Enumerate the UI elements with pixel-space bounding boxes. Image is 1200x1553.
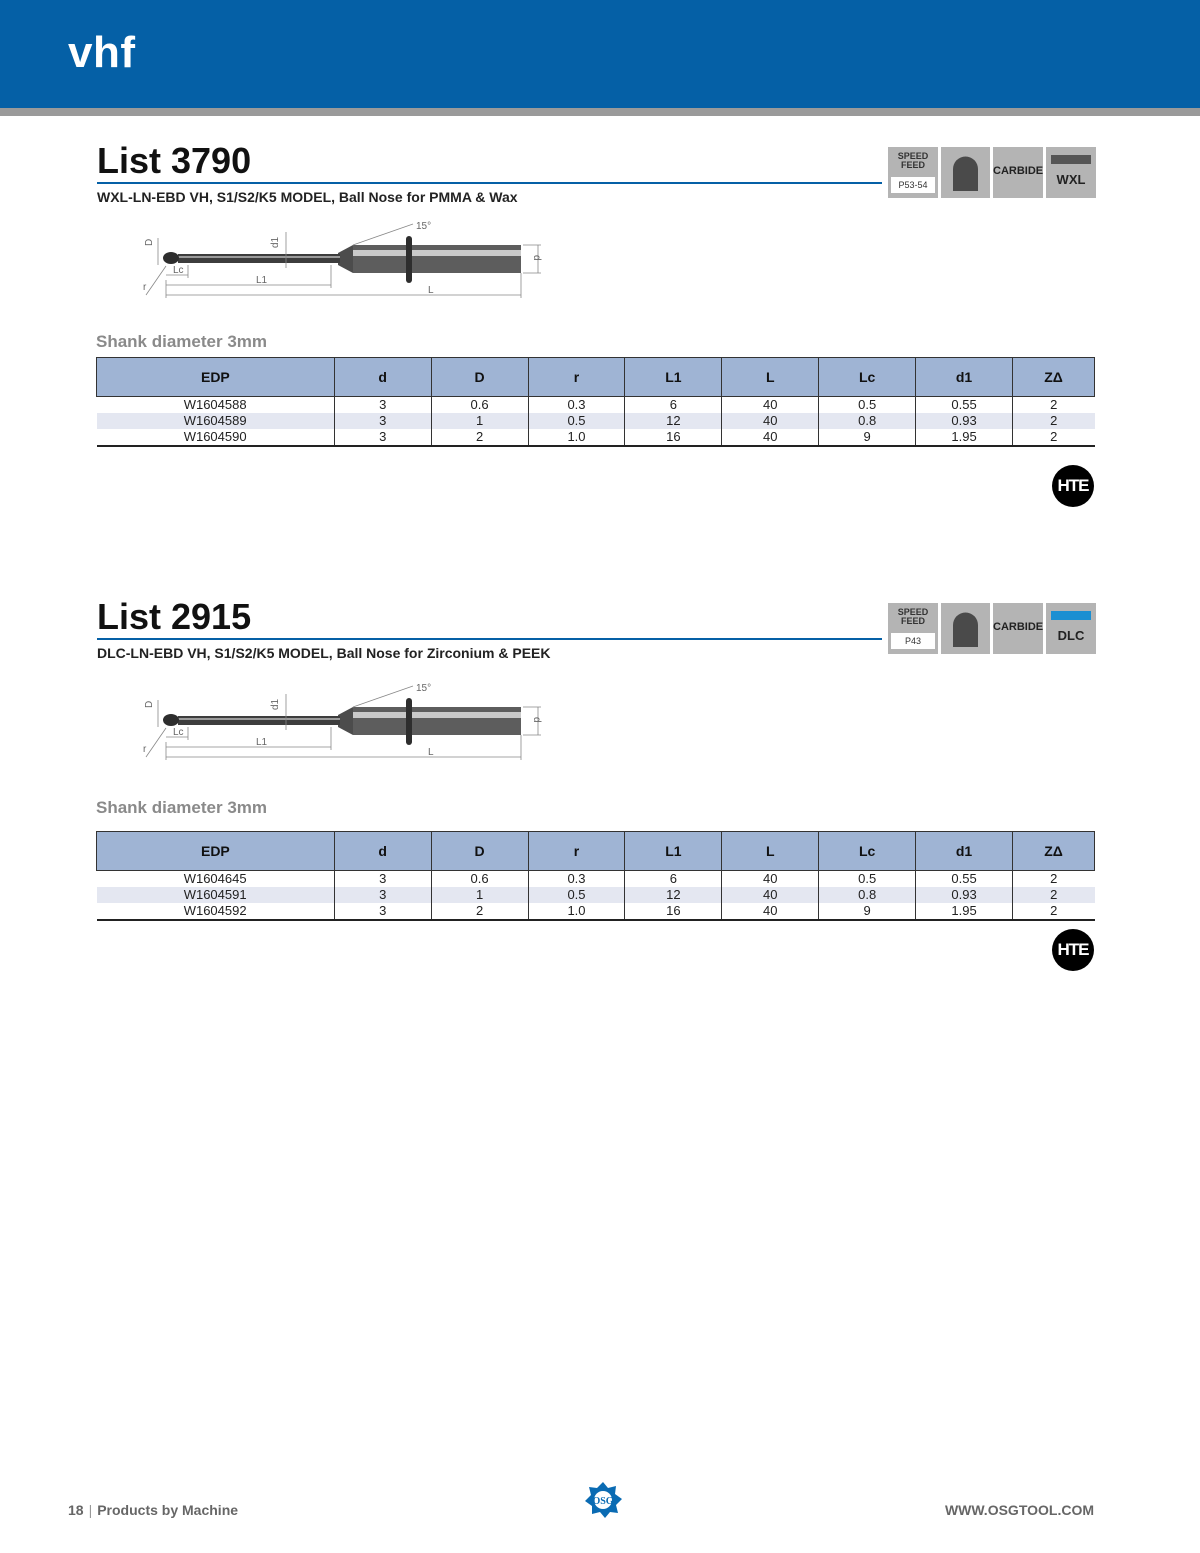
table-cell: 1.95 [916, 429, 1013, 446]
logo-text: OSG [592, 1496, 614, 1507]
col-header: D [431, 358, 528, 397]
dim-L1-label: L1 [256, 737, 268, 748]
header-divider [0, 108, 1200, 116]
col-header: d1 [916, 832, 1013, 871]
edp-cell: W1604591 [97, 887, 335, 903]
dim-d1-label: d1 [270, 236, 281, 248]
table-cell: 2 [1013, 887, 1095, 903]
col-header: r [528, 832, 625, 871]
dim-r-label: r [143, 282, 147, 293]
tool-drawing-icon [146, 686, 541, 760]
title-rule [97, 182, 882, 184]
ball-nose-icon [941, 147, 990, 198]
col-header: D [431, 832, 528, 871]
dim-L-label: L [428, 747, 434, 758]
table-cell: 1.0 [528, 903, 625, 920]
table-cell: 0.3 [528, 397, 625, 414]
table-cell: 16 [625, 429, 722, 446]
brand-title: vhf [68, 28, 136, 77]
table-cell: 0.55 [916, 397, 1013, 414]
tool-diagram [138, 210, 558, 330]
carbide-label: CARBIDE [993, 165, 1044, 177]
table-row [97, 887, 1095, 903]
table-cell: 0.6 [431, 397, 528, 414]
table-cell: 2 [1013, 903, 1095, 920]
table-cell: 0.5 [528, 887, 625, 903]
col-header: L [722, 358, 819, 397]
col-header: ZΔ [1013, 358, 1095, 397]
table-cell: 16 [625, 903, 722, 920]
dim-d-label: d [531, 717, 542, 723]
dim-d1-label: d1 [270, 698, 281, 710]
list-subtitle: WXL-LN-EBD VH, S1/S2/K5 MODEL, Ball Nose for PMMA & Wax [97, 189, 518, 205]
table-cell: 2 [1013, 429, 1095, 446]
edp-cell: W1604590 [97, 429, 335, 446]
title-rule [97, 638, 882, 640]
table-cell: 2 [431, 903, 528, 920]
table-cell: 2 [431, 429, 528, 446]
table-cell: 1 [431, 887, 528, 903]
list-subtitle: DLC-LN-EBD VH, S1/S2/K5 MODEL, Ball Nose for Zirconium & PEEK [97, 645, 551, 661]
ball-nose-badge [941, 603, 990, 654]
spec-table [96, 357, 1095, 447]
col-header: Lc [819, 832, 916, 871]
coating-label: DLC [1057, 628, 1085, 643]
ball-nose-icon [941, 603, 990, 654]
hte-badge: HTE [1052, 465, 1094, 507]
table-cell: 0.8 [819, 887, 916, 903]
table-cell: 9 [819, 429, 916, 446]
badge-row [888, 603, 1096, 654]
table-cell: 2 [1013, 397, 1095, 414]
table-cell: 3 [334, 871, 431, 888]
dim-Lc-label: Lc [173, 265, 184, 276]
edp-cell: W1604588 [183, 397, 247, 412]
table-cell: 0.6 [431, 871, 528, 888]
table-cell: 1.95 [916, 903, 1013, 920]
speed-feed-label: SPEED FEED [897, 607, 929, 626]
col-header: L1 [625, 358, 722, 397]
table-header-row [97, 358, 1095, 397]
table-cell: 40 [722, 397, 819, 414]
coating-color-swatch [1051, 155, 1091, 164]
hte-badge: HTE [1052, 929, 1094, 971]
shank-diameter-heading: Shank diameter 3mm [96, 332, 268, 351]
footer-section-label: Products by Machine [97, 1502, 239, 1518]
table-cell: 3 [334, 429, 431, 446]
table-cell: 0.55 [916, 871, 1013, 888]
angle-label: 15° [416, 683, 432, 694]
table-cell: 3 [334, 887, 431, 903]
carbide-badge [993, 603, 1043, 654]
coating-badge [1046, 603, 1096, 654]
list-title: List 2915 [97, 596, 252, 637]
shank-diameter-heading: Shank diameter 3mm [96, 798, 268, 817]
col-header: L [722, 832, 819, 871]
col-header: r [528, 358, 625, 397]
speed-feed-label: SPEED FEED [897, 151, 929, 170]
speed-feed-badge[interactable] [888, 147, 938, 198]
coating-label: WXL [1056, 172, 1086, 187]
coating-color-swatch [1051, 611, 1091, 620]
table-row [97, 397, 1095, 414]
table-cell: 40 [722, 887, 819, 903]
tool-diagram [138, 672, 558, 792]
table-cell: 0.5 [819, 397, 916, 414]
ball-nose-badge [941, 147, 990, 198]
table-cell: 3 [334, 903, 431, 920]
table-cell: 40 [722, 429, 819, 446]
speed-feed-page-ref: P43 [891, 633, 935, 649]
footer-website[interactable]: WWW.OSGTOOL.COM [944, 1502, 1094, 1518]
col-header: L1 [625, 832, 722, 871]
spec-table [96, 831, 1095, 921]
product-section-3790 [0, 140, 1200, 510]
dim-Lc-label: Lc [173, 727, 184, 738]
table-cell: 3 [334, 397, 431, 414]
table-row [97, 429, 1095, 446]
table-cell: 12 [625, 413, 722, 429]
table-cell: 0.93 [916, 887, 1013, 903]
table-row [97, 871, 1095, 888]
table-cell: 2 [1013, 871, 1095, 888]
product-section-2915 [0, 596, 1200, 966]
col-header: d1 [916, 358, 1013, 397]
table-cell: 40 [722, 903, 819, 920]
osg-logo-icon [583, 1481, 623, 1519]
table-cell: 1.0 [528, 429, 625, 446]
page-header [0, 0, 1200, 108]
table-cell: 40 [722, 871, 819, 888]
footer-page-info [68, 1502, 238, 1518]
tool-drawing-icon [146, 224, 541, 298]
coating-badge [1046, 147, 1096, 198]
table-row [97, 903, 1095, 920]
dim-D-label: D [144, 700, 155, 708]
table-cell: 12 [625, 887, 722, 903]
edp-cell: W1604589 [97, 413, 335, 429]
table-row [97, 413, 1095, 429]
table-cell: 0.5 [528, 413, 625, 429]
carbide-badge [993, 147, 1043, 198]
table-cell: 6 [625, 871, 722, 888]
speed-feed-page-ref: P53-54 [891, 177, 935, 193]
dim-L-label: L [428, 285, 434, 296]
table-cell: 0.5 [819, 871, 916, 888]
col-header: d [334, 832, 431, 871]
speed-feed-badge[interactable] [888, 603, 938, 654]
table-cell: 9 [819, 903, 916, 920]
col-header: Lc [819, 358, 916, 397]
table-cell: 0.8 [819, 413, 916, 429]
table-cell: 40 [722, 413, 819, 429]
page-number: 18 [68, 1502, 84, 1518]
list-title: List 3790 [97, 140, 252, 181]
dim-D-label: D [144, 238, 155, 246]
table-cell: 1 [431, 413, 528, 429]
col-header: d [334, 358, 431, 397]
table-cell: 3 [334, 413, 431, 429]
dim-r-label: r [143, 744, 147, 755]
table-cell: 0.3 [528, 871, 625, 888]
table-cell: 6 [625, 397, 722, 414]
table-header-row [97, 832, 1095, 871]
edp-cell: W1604592 [97, 903, 335, 920]
col-header: EDP [97, 832, 335, 871]
edp-cell: W1604645 [183, 871, 247, 886]
angle-label: 15° [416, 221, 432, 232]
dim-d-label: d [531, 255, 542, 261]
col-header: ZΔ [1013, 832, 1095, 871]
table-cell: 0.93 [916, 413, 1013, 429]
footer-separator: | [88, 1502, 93, 1518]
carbide-label: CARBIDE [993, 621, 1044, 633]
badge-row [888, 147, 1096, 198]
col-header: EDP [97, 358, 335, 397]
dim-L1-label: L1 [256, 275, 268, 286]
table-cell: 2 [1013, 413, 1095, 429]
